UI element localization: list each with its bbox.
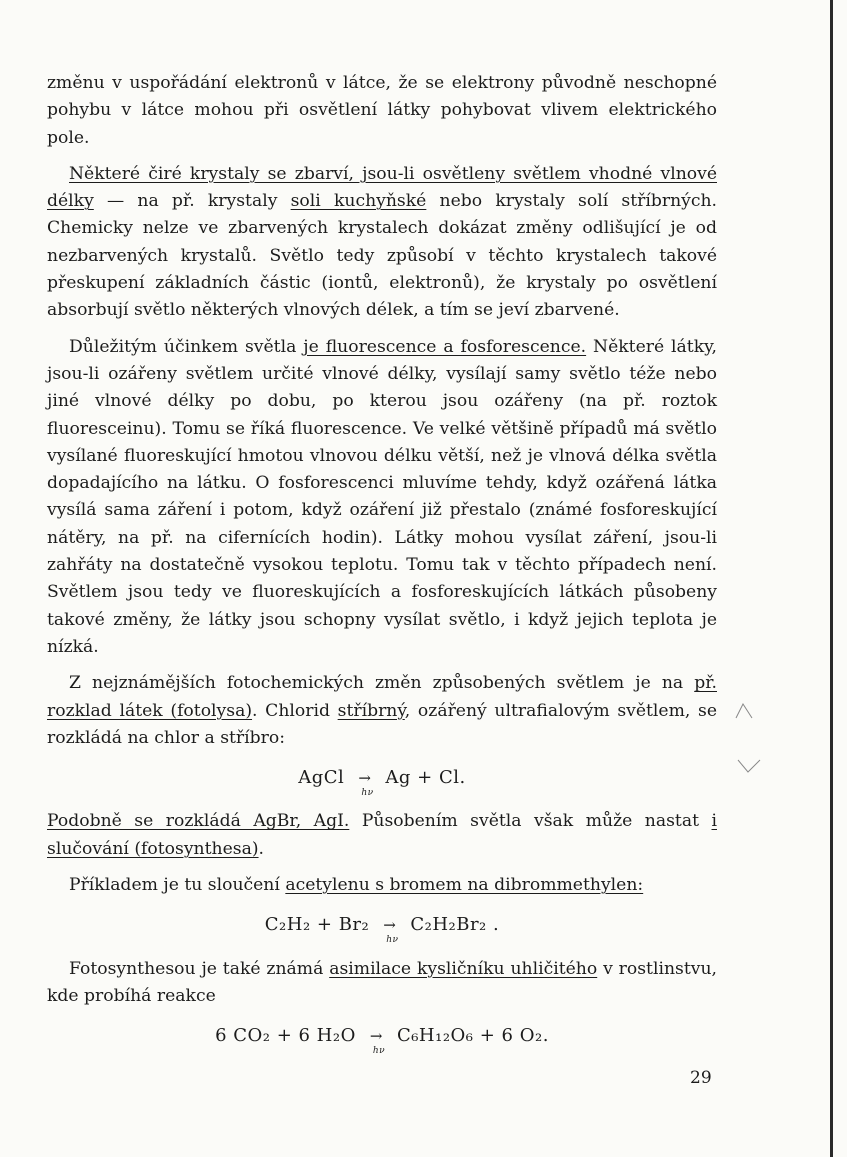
margin-pencil-mark-icon <box>730 700 770 780</box>
equation-left: C₂H₂ + Br₂ <box>264 914 370 936</box>
text-run: , ozářený ultrafialovým světlem, se rozkládá na chlor a stříbro: <box>47 700 718 748</box>
text-run: Působením světla však může nastat <box>349 811 712 832</box>
reaction-arrow: → hν <box>358 765 371 792</box>
equation-right: C₂H₂Br₂ . <box>410 914 500 936</box>
reaction-arrow: → hν <box>383 912 396 939</box>
equation-photosynthesis <box>47 1022 717 1057</box>
equation-right: Ag + Cl. <box>385 767 466 789</box>
underlined-phrase: i slučování (fotosynthesa) <box>47 811 717 859</box>
underlined-phrase: Podobně se rozkládá AgBr, AgI. <box>47 811 350 832</box>
text-run: Z nejznámějších fotochemických změn způsobených světlem je na <box>69 673 695 694</box>
reaction-arrow: → hν <box>370 1023 383 1050</box>
light-energy-label: hν <box>361 788 374 799</box>
paragraph-acetylene <box>47 872 717 899</box>
text-run: Některé látky, jsou-li ozářeny světlem určité vlnové délky, vysílají samy světlo téže nebo jiné vlnové délky po dobu, po kterou jsou ozářeny (na př. roztok fluoresceinu). Tomu se říká fluorescence. Ve velké většině případů má světlo vysílané fluoreskující hmotou vlnovou délku větší, než je vlnová délka světla dopadajícího na látku. O fosforescenci mluvíme tehdy, když ozářená látka vysílá sama záření i potom, když ozáření již přestalo (známé fosforeskující nátěry, na př. na cifernících hodin). Látky mohou vysílat záření, jsou-li zahřáty na dostatečně vysokou teplotu. Tomu tak v těchto případech není. Světlem jsou tedy ve fluoreskujících a fosforeskujících látkách působeny takové změny, že látky jsou schopny vysílat světlo, i když jejich teplota je nízká. <box>47 336 718 657</box>
page-edge-shadow <box>830 0 833 1157</box>
text-run: nebo krystaly solí stříbrných. Chemicky nelze ve zbarvených krystalech dokázat změny odlišující je od nezbarvených krystalů. Světlo tedy způsobí v těchto krystalech takové přeskupení základních částic (iontů, elektronů), že krystaly po osvětlení absorbují světlo některých vlnových délek, a tím se jeví zbarvené. <box>47 191 718 321</box>
underlined-phrase: př. rozklad látek (fotolysa) <box>47 673 717 721</box>
underlined-phrase: je fluorescence a fosforescence. <box>303 336 587 357</box>
paragraph-photolysis <box>47 670 717 752</box>
equation-acetylene <box>47 911 717 946</box>
text-run: . <box>258 838 265 859</box>
paragraph-electrons: změnu v uspořádání elektronů v látce, že se elektrony původně neschopné pohybu v látce mohou při osvětlení látky pohybovat vlivem elektrického pole. <box>47 73 717 148</box>
text-run: Důležitým účinkem světla <box>69 336 304 357</box>
page-body <box>47 70 717 1067</box>
text-run: Fotosynthesou je také známá <box>69 958 330 979</box>
equation-agcl <box>47 764 717 799</box>
text-run: . Chlorid <box>252 700 338 721</box>
equation-right: C₆H₁₂O₆ + 6 O₂. <box>396 1025 549 1047</box>
paragraph-agbr <box>47 808 717 863</box>
equation-left: AgCl <box>298 767 345 789</box>
paragraph-fluorescence <box>47 334 717 662</box>
text-run: v rostlinstvu, kde probíhá reakce <box>47 958 717 1006</box>
underlined-phrase: acetylenu s bromem na dibrommethylen: <box>285 875 644 896</box>
page-number: 29 <box>690 1068 712 1088</box>
light-energy-label: hν <box>372 1046 386 1057</box>
light-energy-label: hν <box>386 935 399 946</box>
equation-left: 6 CO₂ + 6 H₂O <box>215 1025 356 1047</box>
underlined-phrase: stříbrný <box>337 700 405 721</box>
underlined-phrase: asimilace kysličníku uhličitého <box>329 958 598 979</box>
paragraph-photosynthesis <box>47 956 717 1011</box>
underlined-phrase: Některé čiré krystaly se zbarví, jsou-li osvětleny světlem vhodné vlnové délky <box>47 163 717 212</box>
underlined-phrase: soli kuchyňské <box>290 191 427 212</box>
text-run: — na př. krystaly <box>93 191 291 212</box>
text-run: Příkladem je tu sloučení <box>69 875 286 896</box>
paragraph-crystals <box>47 161 717 325</box>
